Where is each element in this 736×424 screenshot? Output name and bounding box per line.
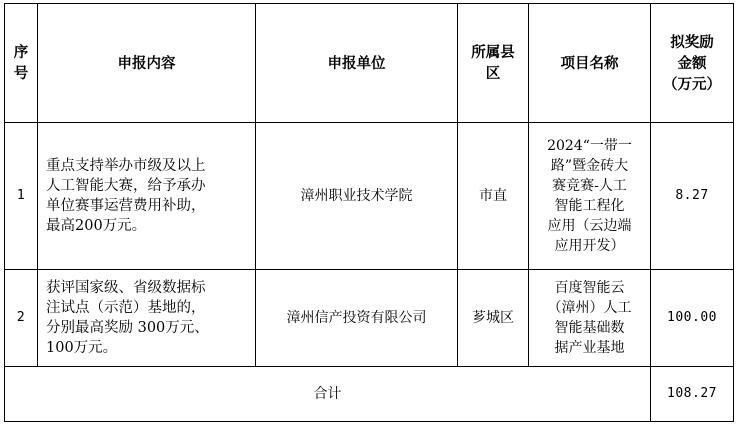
table-row	[5, 270, 734, 367]
table-row	[5, 123, 734, 270]
total-amount: 108.27	[651, 367, 734, 422]
row-amount: 100.00	[651, 270, 734, 367]
row-amount: 8.27	[651, 123, 734, 270]
award-table	[4, 3, 734, 422]
total-row	[5, 367, 734, 422]
row-project: 百度智能云 （漳州）人工 智能基础数 据产业基地	[529, 270, 651, 367]
header-unit: 申报单位	[256, 4, 458, 123]
row-unit: 漳州信产投资有限公司	[256, 270, 458, 367]
row-content: 重点支持举办市级及以上 人工智能大赛，给予承办 单位赛事运营费用补助， 最高200万元。	[38, 123, 256, 270]
row-content: 获评国家级、省级数据标 注试点（示范）基地的， 分别最高奖励 300万元、 100万元。	[38, 270, 256, 367]
row-index: 1	[5, 123, 38, 270]
total-label: 合计	[5, 367, 651, 422]
row-district: 市直	[458, 123, 529, 270]
header-content: 申报内容	[38, 4, 256, 123]
header-amount: 拟奖励 金额 （万元）	[651, 4, 734, 123]
row-project: 2024“一带一 路”暨金砖大 赛竞赛-人工 智能工程化 应用（云边端 应用开发）	[529, 123, 651, 270]
header-district: 所属县 区	[458, 4, 529, 123]
header-project: 项目名称	[529, 4, 651, 123]
row-unit: 漳州职业技术学院	[256, 123, 458, 270]
row-index: 2	[5, 270, 38, 367]
header-index: 序 号	[5, 4, 38, 123]
row-district: 芗城区	[458, 270, 529, 367]
header-row	[5, 4, 734, 123]
